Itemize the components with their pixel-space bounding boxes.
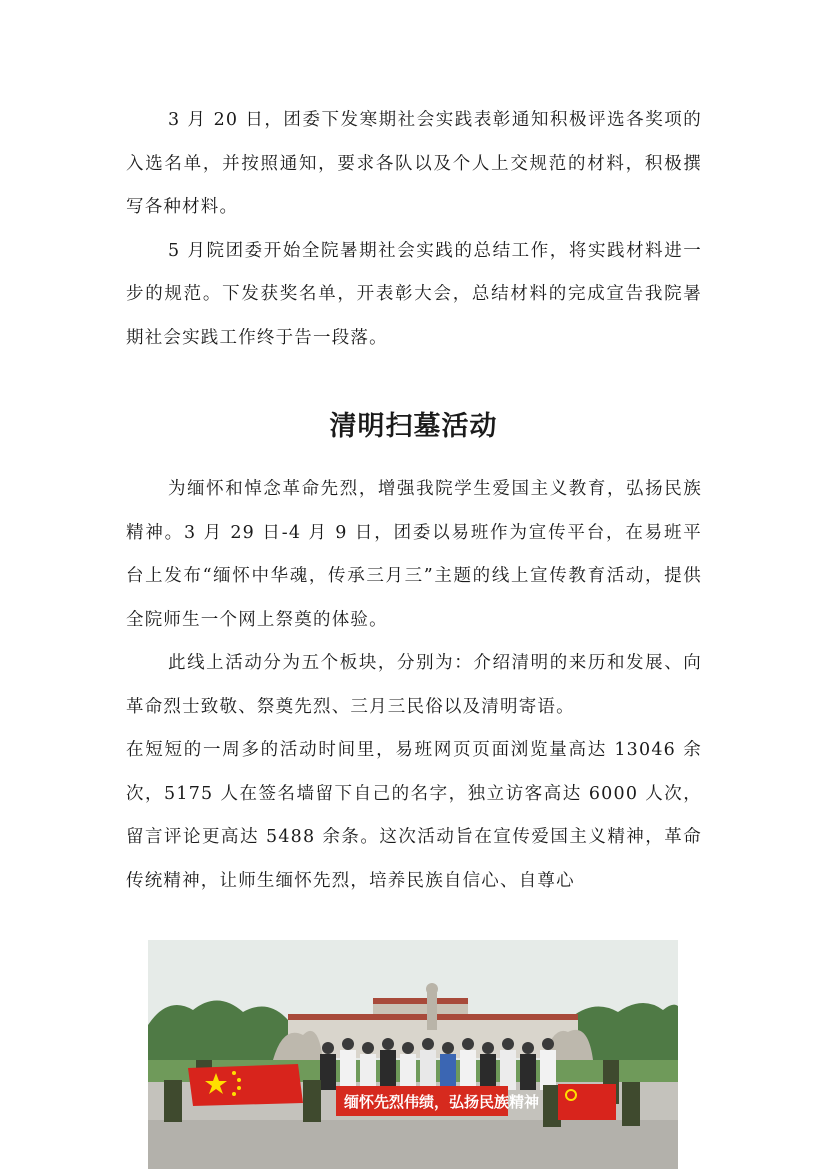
section-1-text bbox=[126, 99, 702, 360]
paragraph-2: 5 月院团委开始全院暑期社会实践的总结工作，将实践材料进一步的规范。下发获奖名单，开表彰大会，总结材料的完成宣告我院暑期社会实践工作终于告一段落。 bbox=[126, 240, 702, 348]
section-title: 清明扫墓活动 bbox=[329, 411, 498, 442]
group-photo bbox=[148, 940, 678, 1169]
paragraph-5: 在短短的一周多的活动时间里，易班网页页面浏览量高达 13046 余次，5175 人在签名墙留下自己的名字，独立访客高达 6000 人次，留言评论更高达 5488 余条。这次活动旨在宣传爱国主义精神，革命传统精神，让师生缅怀先烈，培养民族自信心、自尊心 bbox=[126, 740, 702, 891]
banner-slogan: 缅怀先烈伟绩，弘扬民族精神 bbox=[344, 1093, 540, 1111]
paragraph-3: 为缅怀和悼念革命先烈，增强我院学生爱国主义教育，弘扬民族精神。3 月 29 日-4 月 9 日，团委以易班作为宣传平台，在易班平台上发布“缅怀中华魂，传承三月三”主题的线上宣传教育活动，提供全院师生一个网上祭奠的体验。 bbox=[126, 479, 702, 630]
paragraph-4: 此线上活动分为五个板块，分别为：介绍清明的来历和发展、向革命烈士致敬、祭奠先烈、三月三民俗以及清明寄语。 bbox=[126, 653, 702, 717]
paragraph-1: 3 月 20 日，团委下发寒期社会实践表彰通知积极评选各奖项的入选名单，并按照通知，要求各队以及个人上交规范的材料，积极撰写各种材料。 bbox=[126, 110, 702, 217]
section-2-text bbox=[126, 468, 702, 903]
